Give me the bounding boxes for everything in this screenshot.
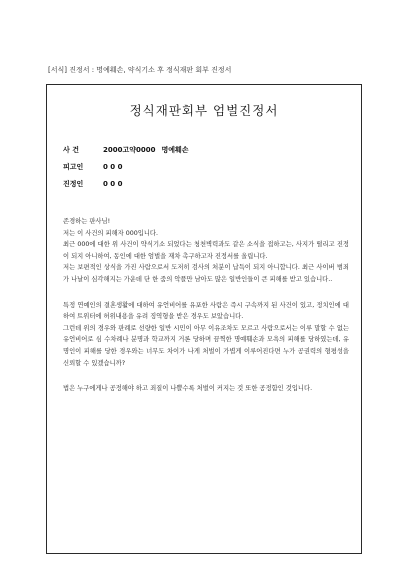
- paragraph-gap: [63, 369, 349, 383]
- petitioner-label: 진정인: [63, 180, 84, 188]
- header-caption: [서식] 진정서 : 명예훼손, 약식기소 후 정식재판 회부 진정서: [48, 66, 232, 74]
- paragraph-gap: [63, 286, 349, 300]
- salutation: 존경하는 판사님!: [63, 218, 111, 225]
- case-number: 2000고약0000: [103, 146, 156, 154]
- paragraph: 특정 연예인의 결혼생활에 대하여 유언비어를 유포한 사람은 즉시 구속까지 된 사건이 있고, 정치인에 대하여 트위터에 허위내용을 유려 징역형을 받은 경우도 보았습니다.: [63, 301, 349, 321]
- paragraph: 최근 000에 대한 위 사건이 약식기소 되었다는 청천벽력과도 같은 소식을 접하고는, 사지가 떨리고 진정이 되지 아니하여, 동인에 대한 엄벌을 재차 촉구하고자 진정서를 올립니다.: [63, 241, 349, 260]
- case-label: 사 건: [63, 146, 79, 154]
- petitioner-row: [63, 176, 189, 193]
- document-frame: [46, 84, 362, 554]
- case-info: [63, 142, 189, 193]
- paragraph: 저는 보편적인 상식을 가진 사람으로서 도저히 검사의 처분이 납득이 되지 아니합니다. 최근 사이버 범죄가 나날이 심각해지는 가운데 단 한 줌의 악플만 남아도 많은 일반인들이 큰 피해를 받고 있습니다..: [63, 264, 349, 283]
- paragraph: 그런데 위의 경우와 판례로 선량한 일반 시민이 아무 이유조차도 모르고 사람으로서는 이루 말할 수 없는 유언비어로 심 수차례나 분명과 학교까지 거론 당하며 끔찍한 명예훼손과 모욕의 피해를 당하였는데, 유명인이 피해를 당한 경우와는 너무도 차이가 나게 처벌이 가볍게 이루어진다면 누가 공권력의 형평성을 신뢰할 수 있겠습니까?: [63, 324, 349, 367]
- petitioner-name: 0 0 0: [103, 180, 123, 188]
- case-name: 명예훼손: [161, 146, 189, 154]
- paragraph: 저는 이 사건의 피해자 000입니다.: [63, 229, 159, 237]
- document-title: 정식재판회부 엄벌진정서: [129, 103, 279, 118]
- petition-body: [63, 216, 349, 395]
- case-row: [63, 142, 189, 159]
- defendant-name: 0 0 0: [103, 163, 123, 171]
- closing-paragraph: 법은 누구에게나 공정해야 하고 죄질이 나쁠수록 처벌이 커지는 것 또한 공정함인 것입니다.: [63, 385, 313, 393]
- defendant-label: 피고인: [63, 163, 84, 171]
- defendant-row: [63, 159, 189, 176]
